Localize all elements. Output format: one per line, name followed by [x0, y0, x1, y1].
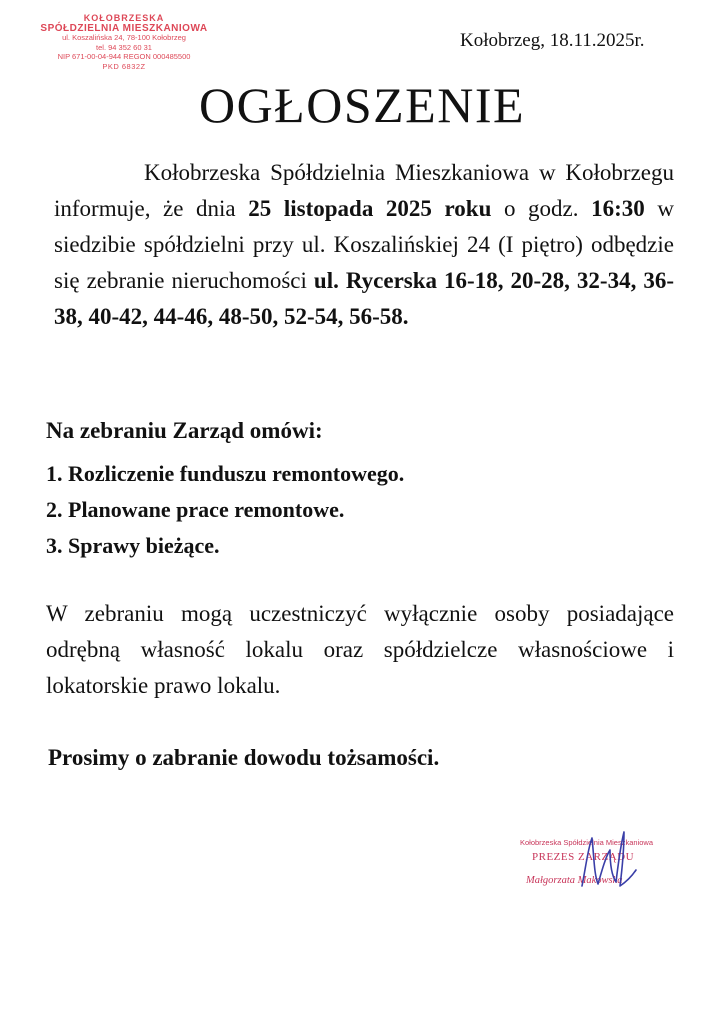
- document-date: Kołobrzeg, 18.11.2025r.: [460, 30, 645, 51]
- stamp-line: KOŁOBRZESKA: [83, 13, 165, 23]
- agenda-item: 3. Sprawy bieżące.: [46, 533, 220, 558]
- meeting-time: 16:30: [591, 196, 645, 221]
- intro-text: Kołobrzeska Spółdzielnia Mieszkaniowa w Kołobrzegu informuje, że dnia: [54, 160, 674, 221]
- stamp-line: tel. 94 352 60 31: [96, 42, 152, 52]
- closing-note: Prosimy o zabranie dowodu tożsamości.: [48, 745, 440, 770]
- page-title: OGŁOSZENIE: [198, 77, 526, 133]
- agenda-item: 1. Rozliczenie funduszu remontowego.: [46, 461, 405, 486]
- eligibility-paragraph: W zebraniu mogą uczestniczyć wyłącznie osoby posiadające odrębną własność lokalu oraz spółdzielcze własnościowe i lokatorskie prawo lokalu.: [46, 601, 674, 698]
- stamp-line: PKD 6832Z: [102, 61, 146, 71]
- stamp-line: SPÓŁDZIELNIA MIESZKANIOWA: [40, 22, 208, 34]
- signature-stamp: [520, 838, 660, 886]
- agenda-item: 2. Planowane prace remontowe.: [46, 497, 345, 522]
- intro-paragraph: [54, 155, 674, 335]
- meeting-date: 25 listopada 2025 roku: [248, 196, 492, 221]
- signature-name: Małgorzata Makowska: [526, 875, 623, 886]
- intro-text: w siedzibie spółdzielni przy ul. Koszalińskiej 24 (I piętro) odbędzie się zebranie nieruchomości: [54, 196, 674, 293]
- stamp-line: ul. Koszalińska 24, 78-100 Kołobrzeg: [62, 33, 186, 42]
- agenda-list: [46, 456, 404, 564]
- agenda-heading: Na zebraniu Zarząd omówi:: [46, 418, 323, 443]
- signature-org: Kołobrzeska Spółdzielnia Mieszkaniowa: [520, 838, 653, 847]
- signature-role: PREZES ZARZĄDU: [532, 851, 635, 863]
- stamp-line: NIP 671-00-04-944 REGON 000485500: [57, 52, 191, 61]
- company-stamp: [38, 14, 210, 71]
- handwritten-signature-icon: [572, 826, 642, 896]
- meeting-addresses: ul. Rycerska 16-18, 20-28, 32-34, 36-38, 40-42, 44-46, 48-50, 52-54, 56-58.: [54, 268, 674, 329]
- intro-text: o godz.: [491, 196, 592, 221]
